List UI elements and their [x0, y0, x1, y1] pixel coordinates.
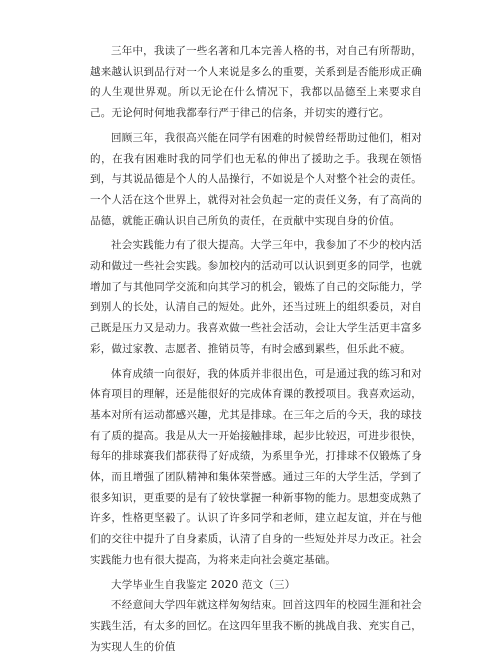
paragraph-helping-classmates: 回顾三年，我很高兴能在同学有困难的时候曾经帮助过他们，相对的，在我有困难时我的同学们也无私的伸出了援助之手。我现在领悟到，与其说品德是个人的人品操行，不如说是个人对整个社会的责任。一个人活在这个世界上，就得对社会负起一定的责任义务，有了高尚的品德，就能正确认识自己所负的责任，在贡献中实现自身的价值。 [90, 131, 422, 227]
document-body [90, 41, 422, 657]
section-heading: 大学毕业生自我鉴定 2020 范文（三） [111, 578, 296, 591]
paragraph-closing: 不经意间大学四年就这样匆匆结束。回首这四年的校园生涯和社会实践生活，有太多的回忆。在这四年里我不断的挑战自我、充实自己，为实现人生的价值 [90, 599, 422, 653]
paragraph-sports-and-summary: 体育成绩一向很好，我的体质并非很出色，可是通过我的练习和对体育项目的理解，还是能很好的完成体育课的教授项目。我喜欢运动，基本对所有运动都感兴趣，尤其是排球。在三年之后的今天，我的球技有了质的提高。我是从大一开始接触排球，起步比较迟，可进步很快，每年的排球赛我们都获得了好成绩，为系里争光，打排球不仅锻炼了身体，而且增强了团队精神和集体荣誉感。通过三年的大学生活，学到了很多知识，更重要的是有了较快掌握一种新事物的能力。思想变成熟了许多，性格更坚毅了。认识了许多同学和老师，建立起友谊，并在与他们的交往中提升了自身素质，认清了自身的一些短处并尽力改正。社会实践能力也有很大提高，为将来走向社会奠定基础。 [90, 367, 422, 566]
paragraph-character-reading: 三年中，我读了一些名著和几本完善人格的书，对自己有所帮助，越来越认识到品行对一个人来说是多么的重要，关系到是否能形成正确的人生观世界观。所以无论在什么情况下，我都以品德至上来要求自己。无论何时何地我都奉行严于律己的信条，并切实的遵行它。 [90, 45, 422, 120]
paragraph-social-practice: 社会实践能力有了很大提高。大学三年中，我参加了不少的校内活动和做过一些社会实践。参加校内的活动可以认识到更多的同学，也就增加了与其他同学交流和向其学习的机会，锻炼了自己的交际能力，学到别人的长处，认清自己的短处。此外，还当过班上的组织委员，对自己既是压力又是动力。我喜欢做一些社会活动，会让大学生活更丰富多彩，做过家教、志愿者、推销员等，有时会感到累些，但乐此不疲。 [90, 239, 422, 355]
